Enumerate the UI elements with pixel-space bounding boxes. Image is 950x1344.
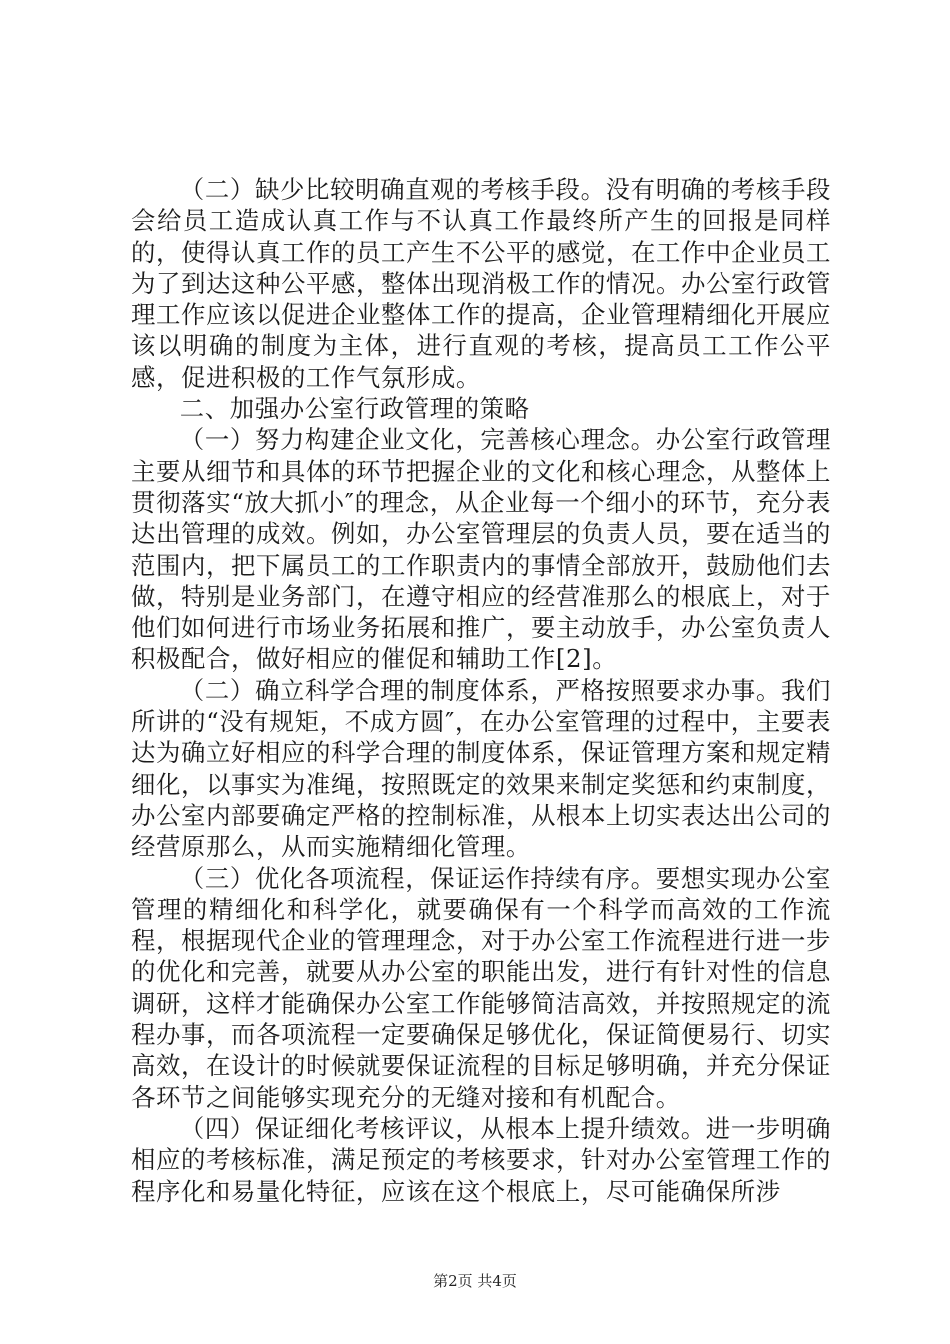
- paragraph-2: （一）努力构建企业文化，完善核心理念。办公室行政管理主要从细节和具体的环节把握企业的文化和核心理念，从整体上贯彻落实“放大抓小″的理念，从企业每一个细小的环节，充分表达出管理的成效。例如，办公室管理层的负责人员，要在适当的范围内，把下属员工的工作职责内的事情全部放开，鼓励他们去做，特别是业务部门，在遵守相应的经营准那么的根底上，对于他们如何进行市场业务拓展和推广，要主动放手，办公室负责人积极配合，做好相应的催促和辅助工作[2]。: [131, 425, 831, 674]
- paragraph-4: （三）优化各项流程，保证运作持续有序。要想实现办公室管理的精细化和科学化，就要确保有一个科学而高效的工作流程，根据现代企业的管理理念，对于办公室工作流程进行进一步的优化和完善，就要从办公室的职能出发，进行有针对性的信息调研，这样才能确保办公室工作能够简洁高效，并按照规定的流程办事，而各项流程一定要确保足够优化，保证简便易行、切实高效，在设计的时候就要保证流程的目标足够明确，并充分保证各环节之间能够实现充分的无缝对接和有机配合。: [131, 863, 831, 1112]
- page-footer: 第2页 共4页: [433, 1272, 517, 1290]
- paragraph-3: （二）确立科学合理的制度体系，严格按照要求办事。我们所讲的“没有规矩，不成方圆″，在办公室管理的过程中，主要表达为确立好相应的科学合理的制度体系，保证管理方案和规定精细化，以事实为准绳，按照既定的效果来制定奖惩和约束制度，办公室内部要确定严格的控制标准，从根本上切实表达出公司的经营原那么，从而实施精细化管理。: [131, 675, 831, 862]
- paragraph-5: （四）保证细化考核评议，从根本上提升绩效。进一步明确相应的考核标准，满足预定的考核要求，针对办公室管理工作的程序化和易量化特征，应该在这个根底上，尽可能确保所涉: [131, 1113, 831, 1206]
- section-heading: 二、加强办公室行政管理的策略: [179, 394, 530, 424]
- paragraph-1: （二）缺少比较明确直观的考核手段。没有明确的考核手段会给员工造成认真工作与不认真工作最终所产生的回报是同样的，使得认真工作的员工产生不公平的感觉，在工作中企业员工为了到达这种公平感，整体出现消极工作的情况。办公室行政管理工作应该以促进企业整体工作的提高，企业管理精细化开展应该以明确的制度为主体，进行直观的考核，提高员工工作公平感，促进积极的工作气氛形成。: [131, 175, 831, 392]
- document-body: [131, 174, 831, 1207]
